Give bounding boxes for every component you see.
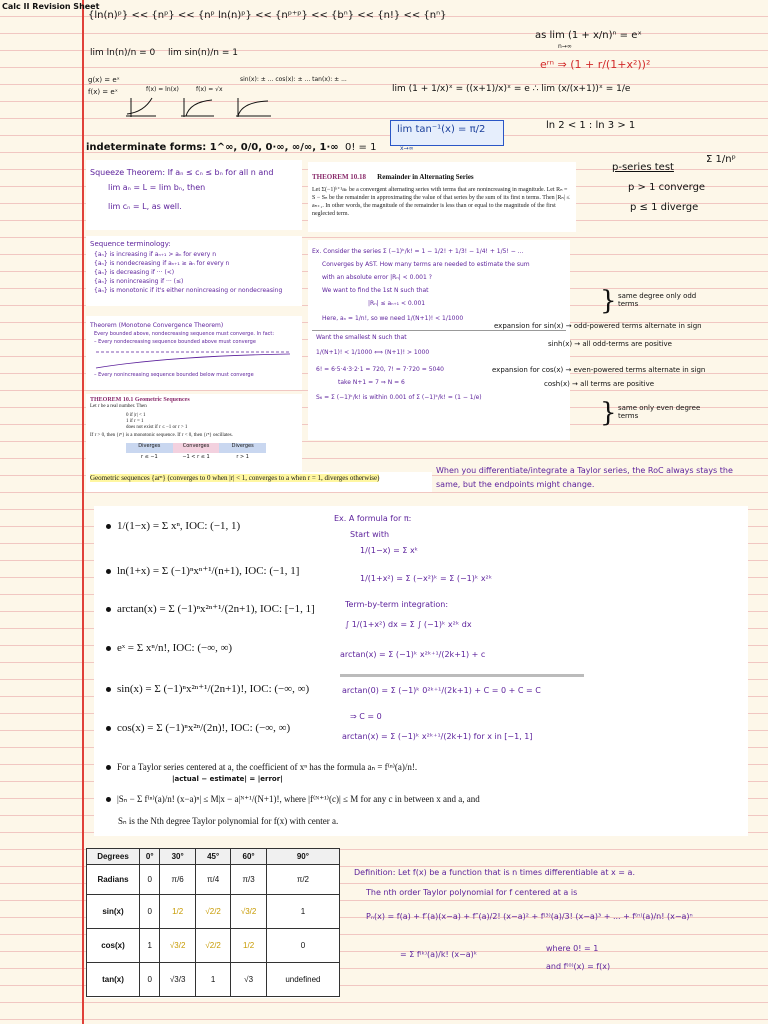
- monotone-line-2: – Every nondecreasing sequence bounded above must converge: [94, 339, 256, 345]
- taylor-def-line-1: Definition: Let f(x) be a function that is n times differentiable at x = a.: [354, 868, 635, 877]
- trig-table-wrap: [86, 848, 340, 998]
- bullet-icon: [106, 607, 111, 612]
- trig-row-label: Radians: [87, 865, 140, 895]
- series-geometric-ioc: , IOC: (−1, 1): [179, 520, 241, 532]
- series-arctan-formula: arctan(x) = Σ (−1)ⁿx²ⁿ⁺¹/(2n+1): [117, 603, 255, 615]
- expansion-sin: expansion for sin(x) → odd-powered terms alternate in sign: [494, 322, 702, 330]
- trig-cell: √2/2: [195, 895, 230, 929]
- sinh-note: sinh(x) → all odd-terms are positive: [548, 340, 672, 348]
- graph-label-ln: f(x) = ln(x): [146, 86, 179, 93]
- pseries-diverge: p ≤ 1 diverge: [630, 202, 699, 213]
- taylor-remainder-text: |Sₙ − Σ f⁽ⁿ⁾(a)/n! (x−a)ⁿ| ≤ M|x − a|ᴺ⁺¹/(N+1)!, where |f⁽ᴺ⁺¹⁾(c)| ≤ M for any c in between x and a, and: [117, 794, 480, 804]
- growth-order: {ln(n)ᵖ} << {nᵖ} << {nᵖ ln(n)ᵖ} << {nᵖ⁺ᵖ} << {bⁿ} << {n!} << {nⁿ}: [88, 10, 447, 21]
- series-sin: [106, 682, 309, 695]
- margin-line: [82, 0, 84, 1024]
- e-limit-sub: n→∞: [558, 43, 572, 50]
- geometric-case: 1 if r = 1: [126, 419, 144, 424]
- trig-cell: 0: [140, 895, 160, 929]
- taylor-remainder: [106, 794, 480, 805]
- taylor-roc-note: When you differentiate/integrate a Taylor series, the RoC always stays the same, but the endpoints might change.: [436, 466, 733, 489]
- ast-line-3: with an absolute error |Rₙ| < 0.001 ?: [322, 274, 432, 281]
- zero-factorial: 0! = 1: [345, 142, 377, 153]
- pseries-title: p-series test: [612, 162, 674, 173]
- series-cos-formula: cos(x) = Σ (−1)ⁿx²ⁿ/(2n)!: [117, 722, 226, 734]
- geometric-number-line-ranges: [126, 454, 266, 460]
- trig-cell: π/2: [266, 865, 339, 895]
- taylor-remainder-2: Sₙ is the Nth degree Taylor polynomial for f(x) with center a.: [118, 816, 339, 826]
- series-sin-ioc: , IOC: (−∞, ∞): [244, 683, 310, 695]
- pi-line-1: 1/(1−x) = Σ xᵏ: [360, 546, 419, 555]
- series-arctan-ioc: , IOC: [−1, 1]: [254, 603, 315, 615]
- squeeze-line-3: lim cₙ = L, as well.: [108, 202, 182, 211]
- divider: [340, 674, 584, 677]
- bullet-icon: [106, 646, 111, 651]
- limit-sin: lim sin(n)/n = 1: [168, 48, 238, 58]
- pi-line-4: arctan(x) = Σ (−1)ᵏ x²ᵏ⁺¹/(2k+1) + c: [340, 650, 486, 659]
- monotone-line-1: Every bounded above, nondecreasing sequence must converge. In fact:: [94, 331, 275, 337]
- bullet-icon: [106, 687, 111, 692]
- sequence-item: {aₙ} is monotonic if it's either nonincreasing or nondecreasing: [94, 287, 283, 294]
- arctan-limit-box: [390, 120, 504, 146]
- expansion-cos: expansion for cos(x) → even-powered terms alternate in sign: [492, 366, 706, 374]
- graph-label-sqrt: f(x) = √x: [196, 86, 223, 93]
- series-exp-formula: eˣ = Σ xⁿ/n!: [117, 642, 168, 654]
- ast-line-8: 1/(N+1)! < 1/1000 ⟺ (N+1)! > 1000: [316, 349, 430, 356]
- trig-header: 60°: [231, 849, 266, 865]
- indeterminate-forms: indeterminate forms: 1^∞, 0/0, 0·∞, ∞/∞, 1·∞: [86, 142, 339, 153]
- pi-line-6: ⇒ C = 0: [350, 712, 382, 721]
- trig-cell: π/4: [195, 865, 230, 895]
- trig-header: 90°: [266, 849, 339, 865]
- side-same-even: same only even degree terms: [618, 404, 701, 420]
- series-arctan: [106, 602, 315, 615]
- geometric-theorem-box: [86, 394, 302, 472]
- series-geometric: [106, 520, 240, 532]
- geometric-number-line: [126, 443, 266, 453]
- trig-cell: √2/2: [195, 929, 230, 963]
- pi-title: Ex. A formula for π:: [334, 514, 412, 523]
- trig-cell: 1/2: [160, 895, 195, 929]
- taylor-def-line-3: Pₙ(x) = f(a) + f′(a)(x−a) + f″(a)/2! (x−a)² + f⁽³⁾(a)/3! (x−a)³ + ... + f⁽ⁿ⁾(a)/n! (x−a)ⁿ: [366, 912, 693, 921]
- bullet-icon: [106, 524, 111, 529]
- actual-estimate-note: |actual − estimate| = |error|: [172, 775, 283, 783]
- trig-cell: π/3: [231, 865, 266, 895]
- geometric-case: 0 if |r| < 1: [126, 413, 146, 418]
- limit-ln: lim ln(n)/n = 0: [90, 48, 156, 58]
- trig-note: sin(x): ± ... cos(x): ± ... tan(x): ± ...: [240, 76, 347, 83]
- geometric-note: If r > 0, then {rⁿ} is a monotonic sequence. If r < 0, then {rⁿ} oscillates.: [90, 433, 233, 438]
- bullet-icon: [106, 569, 111, 574]
- trig-cell: 0: [140, 865, 160, 895]
- ast-line-5: |Rₙ| ≤ aₙ₊₁ < 0.001: [368, 300, 426, 307]
- trig-row-label: tan(x): [87, 963, 140, 997]
- trig-header: 30°: [160, 849, 195, 865]
- function-graphs: [86, 96, 306, 118]
- taylor-def-line-2: The nth order Taylor polynomial for f centered at a is: [366, 888, 578, 897]
- series-ln-formula: ln(1+x) = Σ (−1)ⁿxⁿ⁺¹/(n+1): [117, 565, 240, 577]
- monotone-sketch: [90, 346, 300, 372]
- squeeze-box: [86, 160, 302, 230]
- taylor-coefficient-text: For a Taylor series centered at a, the coefficient of xⁿ has the formula aₙ = f⁽ⁿ⁾(a)/n!.: [117, 762, 418, 772]
- sequence-item: {aₙ} is nonincreasing if ··· (≤): [94, 278, 184, 285]
- trig-cell: 1: [195, 963, 230, 997]
- taylor-def-line-6: and f⁽⁰⁾(x) = f(x): [546, 962, 611, 971]
- trig-cell: undefined: [266, 963, 339, 997]
- ast-line-7: Want the smallest N such that: [316, 334, 407, 341]
- squeeze-line-2: lim aₙ = L = lim bₙ, then: [108, 183, 206, 192]
- sequence-item: {aₙ} is increasing if aₙ₊₁ > aₙ for every n: [94, 251, 217, 258]
- trig-cell: π/6: [160, 865, 195, 895]
- brace-icon: }: [600, 286, 617, 316]
- series-ln-ioc: , IOC: (−1, 1]: [239, 565, 300, 577]
- diverges-left-range: r ≤ −1: [140, 454, 158, 460]
- arctan-limit: lim tan⁻¹(x) = π/2: [397, 124, 486, 135]
- sequence-item: {aₙ} is nondecreasing if aₙ₊₁ ≥ aₙ for every n: [94, 260, 230, 267]
- trig-cell: 1: [140, 929, 160, 963]
- sequence-item: {aₙ} is decreasing if ··· (<): [94, 269, 175, 276]
- squeeze-line-1: Squeeze Theorem: If aₙ ≤ cₙ ≤ bₙ for all n and: [90, 168, 274, 177]
- series-ln: [106, 564, 299, 577]
- page-title: Calc II Revision Sheet: [2, 2, 100, 11]
- trig-row-label: sin(x): [87, 895, 140, 929]
- ast-line-10: take N+1 = 7 ⇒ N = 6: [338, 379, 405, 386]
- trig-table: [86, 848, 340, 997]
- taylor-coefficient: [106, 762, 417, 773]
- pseries-converge: p > 1 converge: [628, 182, 706, 193]
- bullet-icon: [106, 726, 111, 731]
- geometric-let: Let r be a real number. Then: [90, 404, 147, 409]
- bullet-icon: [106, 765, 111, 770]
- geometric-summary-box: [86, 472, 432, 492]
- theorem-1018-body: Let Σ(−1)ᵏ⁺¹aₖ be a convergent alternating series with terms that are nonincreasing in magnitude. Let Rₙ = S − Sₙ be the remainder in approximating the value of that series by the sum of its first n terms. Then |Rₙ| ≤ aₙ₊₁. In other words, the magnitude of the remainder is less than or equal to the magnitude of the first neglected term.: [312, 187, 570, 217]
- sequence-terminology-box: [86, 236, 302, 306]
- diverges-right: Diverges: [219, 443, 266, 453]
- pi-term: Term-by-term integration:: [345, 600, 449, 609]
- trig-cell: 1: [266, 895, 339, 929]
- series-box: [94, 506, 748, 836]
- trig-cell: √3/2: [160, 929, 195, 963]
- series-sin-formula: sin(x) = Σ (−1)ⁿx²ⁿ⁺¹/(2n+1)!: [117, 683, 245, 695]
- ast-line-9: 6! = 6·5·4·3·2·1 = 720, 7! = 7·720 = 5040: [316, 366, 444, 373]
- series-geometric-formula: 1/(1−x) = Σ xⁿ: [117, 520, 180, 532]
- sequence-title: Sequence terminology:: [90, 240, 171, 248]
- series-cos: [106, 722, 290, 734]
- theorem-remainder-box: [308, 162, 576, 232]
- series-exp-ioc: , IOC: (−∞, ∞): [167, 642, 233, 654]
- taylor-def-line-4: = Σ f⁽ᵏ⁾(a)/k! (x−a)ᵏ: [400, 950, 478, 959]
- arctan-limit-sub: x→∞: [400, 145, 414, 152]
- pi-line-5: arctan(0) = Σ (−1)ᵏ 0²ᵏ⁺¹/(2k+1) + C = 0 + C = C: [342, 686, 541, 695]
- geometric-theorem-title: THEOREM 10.1 Geometric Sequences: [90, 397, 190, 403]
- pi-line-7: arctan(x) = Σ (−1)ᵏ x²ᵏ⁺¹/(2k+1) for x in [−1, 1]: [342, 732, 533, 741]
- trig-header: Degrees: [87, 849, 140, 865]
- graph-label-g: g(x) = eˣ: [88, 76, 120, 84]
- pi-line-2: 1/(1+x²) = Σ (−x²)ᵏ = Σ (−1)ᵏ x²ᵏ: [360, 574, 493, 583]
- trig-cell: √3/3: [160, 963, 195, 997]
- geometric-summary-text: Geometric sequences {arⁿ} (converges to 0 when |r| < 1, converges to a when r = 1, diverges otherwise): [90, 474, 380, 482]
- graph-label-f: f(x) = eˣ: [88, 88, 118, 96]
- theorem-1018-number: THEOREM 10.18: [312, 173, 367, 181]
- pi-start: Start with: [350, 530, 390, 539]
- monotone-box: [86, 316, 302, 390]
- theorem-1018-title: Remainder in Alternating Series: [377, 173, 474, 181]
- ast-line-6: Here, aₙ = 1/n!, so we need 1/(N+1)! < 1/1000: [322, 315, 464, 322]
- brace-icon: }: [600, 398, 617, 428]
- ln-inequality: ln 2 < 1 : ln 3 > 1: [546, 120, 636, 131]
- cosh-note: cosh(x) → all terms are positive: [544, 380, 655, 388]
- taylor-def-line-5: where 0! = 1: [546, 944, 599, 953]
- ast-example-box: [308, 240, 570, 440]
- red-equation: eʳⁿ ⇒ (1 + r/(1+x²))²: [540, 58, 651, 71]
- trig-cell: 0: [266, 929, 339, 963]
- diverges-left: Diverges: [126, 443, 173, 453]
- e-limit: as lim (1 + x/n)ⁿ = eˣ: [535, 30, 642, 41]
- trig-cell: 1/2: [231, 929, 266, 963]
- ast-line-4: We want to find the 1st N such that: [322, 287, 429, 294]
- series-cos-ioc: , IOC: (−∞, ∞): [225, 722, 291, 734]
- converges-middle: Converges: [173, 443, 220, 453]
- pseries-sum: Σ 1/nᵖ: [706, 154, 736, 165]
- geometric-summary: [86, 472, 432, 485]
- pi-line-3: ∫ 1/(1+x²) dx = Σ ∫ (−1)ᵏ x²ᵏ dx: [345, 620, 472, 629]
- lim-e-formula: lim (1 + 1/x)ˣ = ((x+1)/x)ˣ = e ∴ lim (x/(x+1))ˣ = 1/e: [392, 84, 631, 94]
- monotone-line-3: – Every nonincreasing sequence bounded below must converge: [94, 372, 254, 378]
- side-same-degree: same degree only odd terms: [618, 292, 697, 308]
- trig-header: 45°: [195, 849, 230, 865]
- diverges-right-range: r > 1: [236, 454, 249, 460]
- trig-row-label: cos(x): [87, 929, 140, 963]
- ast-line-2: Converges by AST. How many terms are needed to estimate the sum: [322, 261, 530, 268]
- geometric-case: does not exist if r ≤ −1 or r > 1: [126, 425, 188, 430]
- ast-line-1: Ex. Consider the series Σ (−1)ᵏ/k! = 1 − 1/2! + 1/3! − 1/4! + 1/5! − ...: [312, 248, 524, 255]
- trig-cell: √3/2: [231, 895, 266, 929]
- monotone-title: Theorem (Monotone Convergence Theorem): [90, 322, 224, 329]
- ast-line-11: S₆ = Σ (−1)ᵏ/k! is within 0.001 of Σ (−1)ᵏ/k! = (1 − 1/e): [316, 394, 482, 401]
- bullet-icon: [106, 797, 111, 802]
- trig-header: 0°: [140, 849, 160, 865]
- series-exp: [106, 642, 232, 654]
- trig-cell: √3: [231, 963, 266, 997]
- converges-middle-range: −1 < r ≤ 1: [182, 454, 210, 460]
- trig-cell: 0: [140, 963, 160, 997]
